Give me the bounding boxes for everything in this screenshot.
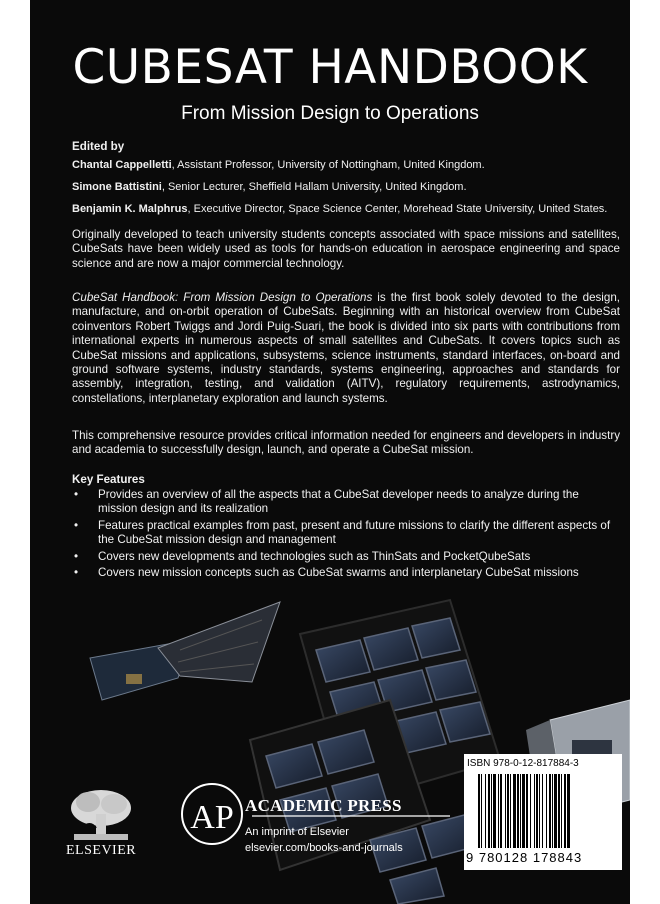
elsevier-wordmark: ELSEVIER [66, 843, 137, 858]
feature-text: Provides an overview of all the aspects that a CubeSat developer needs to analyze during the mission design and its realization [98, 488, 579, 516]
barcode-bar [493, 774, 496, 848]
barcode-bar [564, 774, 566, 848]
barcode-bar [505, 774, 506, 848]
description-paragraph [72, 291, 620, 406]
barcode-bar [558, 774, 560, 848]
barcode-bar [491, 774, 492, 848]
editor-role: , Executive Director, Space Science Center, Morehead State University, United States. [187, 203, 608, 215]
key-features-heading: Key Features [72, 473, 145, 486]
barcode-bar [488, 774, 490, 848]
list-item [72, 566, 620, 580]
list-item [72, 488, 620, 517]
barcode-bar [539, 774, 540, 848]
publisher-imprint: An imprint of Elsevier [245, 826, 349, 838]
bullet-icon: • [74, 518, 79, 532]
barcode-bar [549, 774, 551, 848]
description-paragraph: This comprehensive resource provides critical information needed for engineers and developers in industry and academia to successfully design, launch, and operate a CubeSat mission. [72, 429, 620, 457]
barcode-bar [552, 774, 553, 848]
description-paragraph: Originally developed to teach university students concepts associated with space missions and satellites, CubeSats have been widely used as tools for hands-on education in aerospace engineering and space science and are now a major commercial technology. [72, 228, 620, 270]
barcode-bar [542, 774, 543, 848]
editor-name: Chantal Cappelletti [72, 159, 172, 171]
barcode-bar [526, 774, 528, 848]
feature-text: Covers new developments and technologies such as ThinSats and PocketQubeSats [98, 549, 531, 563]
bullet-icon: • [74, 549, 79, 563]
barcode-bar [567, 774, 570, 848]
barcode-bar [478, 774, 480, 848]
editor-name: Simone Battistini [72, 181, 162, 193]
editor-role: , Senior Lecturer, Sheffield Hallam University, United Kingdom. [161, 181, 467, 193]
paragraph-text: is the first book solely devoted to the design, manufacture, and on-orbit operation of CubeSats. Beginning with an historical overview from CubeSat coinventors Robert Twiggs and Jordi Puig-Suari, the book is divided into six parts with contributions from international experts in numerous aspects of small satellites and CubeSats. It covers topics such as CubeSat missions and applications, subsystems, science instruments, standard interfaces, on-board and ground software systems, industry standards, systems engineering, approaches and standards for assembly, integration, testing, and validation (AITV), regulatory requirements, astrodynamics, constellations, interplanetary exploration and launch systems. [72, 291, 620, 405]
barcode-bar [513, 774, 516, 848]
publisher-url: elsevier.com/books-and-journals [245, 842, 403, 854]
editor-line [72, 202, 620, 216]
isbn-digits: 9 780128 178843 [466, 850, 583, 865]
book-title: CUBESAT HANDBOOK [72, 40, 588, 95]
barcode-bar [517, 774, 519, 848]
book-subtitle: From Mission Design to Operations [181, 103, 479, 124]
isbn-label: ISBN 978-0-12-817884-3 [467, 758, 579, 769]
editor-role: , Assistant Professor, University of Nottingham, United Kingdom. [171, 159, 485, 171]
bullet-icon: • [74, 566, 79, 580]
edited-by-label: Edited by [72, 140, 125, 153]
barcode-bar [498, 774, 499, 848]
barcode-bar [522, 774, 525, 848]
barcode-bar [554, 774, 557, 848]
barcode-bar [485, 774, 486, 848]
barcode-bar [561, 774, 562, 848]
bullet-icon: • [74, 488, 79, 501]
editor-name: Benjamin K. Malphrus [72, 203, 188, 215]
elsevier-tree-logo [68, 788, 134, 842]
barcode-bar [534, 774, 535, 848]
list-item [72, 550, 620, 564]
barcode-bar [520, 774, 521, 848]
publisher-name: ACADEMIC PRESS [245, 796, 402, 815]
barcode-bar [481, 774, 482, 848]
barcode-bar [507, 774, 509, 848]
book-title-italic: CubeSat Handbook: From Mission Design to Operations [72, 291, 373, 304]
barcode-bar [530, 774, 531, 848]
editor-line [72, 158, 620, 172]
key-features-list [72, 488, 620, 582]
barcode-bar [500, 774, 502, 848]
ap-monogram: AP [190, 799, 234, 836]
isbn-barcode [464, 754, 622, 870]
barcode-bar [536, 774, 538, 848]
barcode-bar [510, 774, 511, 848]
barcode-bar [546, 774, 547, 848]
back-cover [30, 0, 630, 904]
list-item [72, 519, 620, 548]
feature-text: Covers new mission concepts such as CubeSat swarms and interplanetary CubeSat missions [98, 566, 579, 580]
feature-text: Features practical examples from past, present and future missions to clarify the different aspects of the CubeSat mission design and management [98, 518, 611, 547]
editor-line [72, 180, 620, 194]
